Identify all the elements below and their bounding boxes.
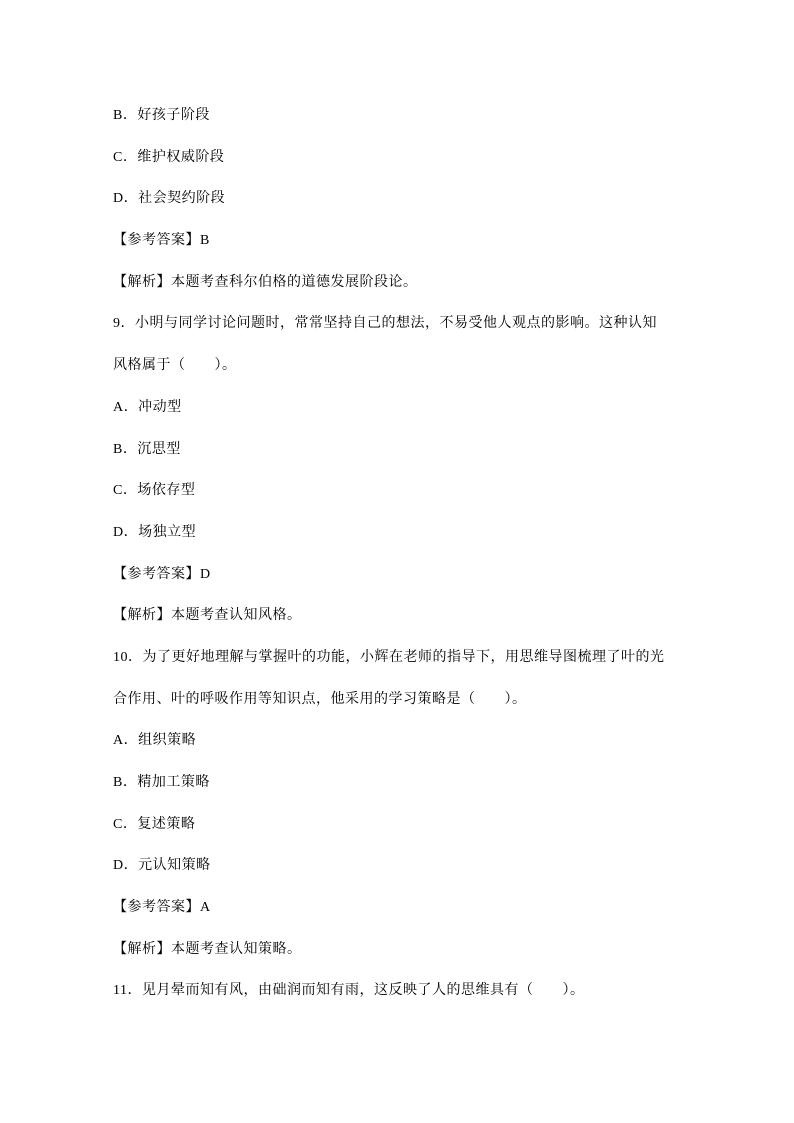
question-9-option-a: A．冲动型 — [113, 399, 182, 415]
question-8-option-c: C．维护权威阶段 — [113, 149, 225, 165]
question-9-option-b: B．沉思型 — [113, 441, 181, 457]
question-10-stem-line-2: 合作用、叶的呼吸作用等知识点，他采用的学习策略是（ ）。 — [113, 691, 527, 707]
question-8-option-d: D．社会契约阶段 — [113, 191, 226, 207]
question-10-stem-line-1: 10．为了更好地理解与掌握叶的功能，小辉在老师的指导下，用思维导图梳理了叶的光 — [113, 649, 665, 665]
question-10-answer: 【参考答案】A — [113, 900, 211, 916]
question-10-analysis: 【解析】本题考查认知策略。 — [113, 941, 302, 957]
question-9-stem-line-2: 风格属于（ ）。 — [113, 358, 237, 374]
question-9-answer: 【参考答案】D — [113, 566, 211, 582]
question-9-option-c: C．场依存型 — [113, 483, 196, 499]
question-10-option-b: B．精加工策略 — [113, 775, 210, 790]
question-8-analysis: 【解析】本题考查科尔伯格的道德发展阶段论。 — [113, 274, 418, 290]
question-10-option-d: D．元认知策略 — [113, 858, 211, 874]
question-9-stem-line-1: 9．小明与同学讨论问题时，常常坚持自己的想法，不易受他人观点的影响。这种认知 — [113, 316, 657, 332]
question-10-option-c: C．复述策略 — [113, 816, 196, 832]
question-9-option-d: D．场独立型 — [113, 524, 197, 540]
question-8-answer: 【参考答案】B — [113, 233, 210, 249]
question-8-option-b: B．好孩子阶段 — [113, 108, 210, 123]
question-9-analysis: 【解析】本题考查认知风格。 — [113, 608, 302, 624]
question-11-stem-line-1: 11．见月晕而知有风，由础润而知有雨，这反映了人的思维具有（ ）。 — [113, 983, 585, 999]
question-10-option-a: A．组织策略 — [113, 733, 197, 749]
